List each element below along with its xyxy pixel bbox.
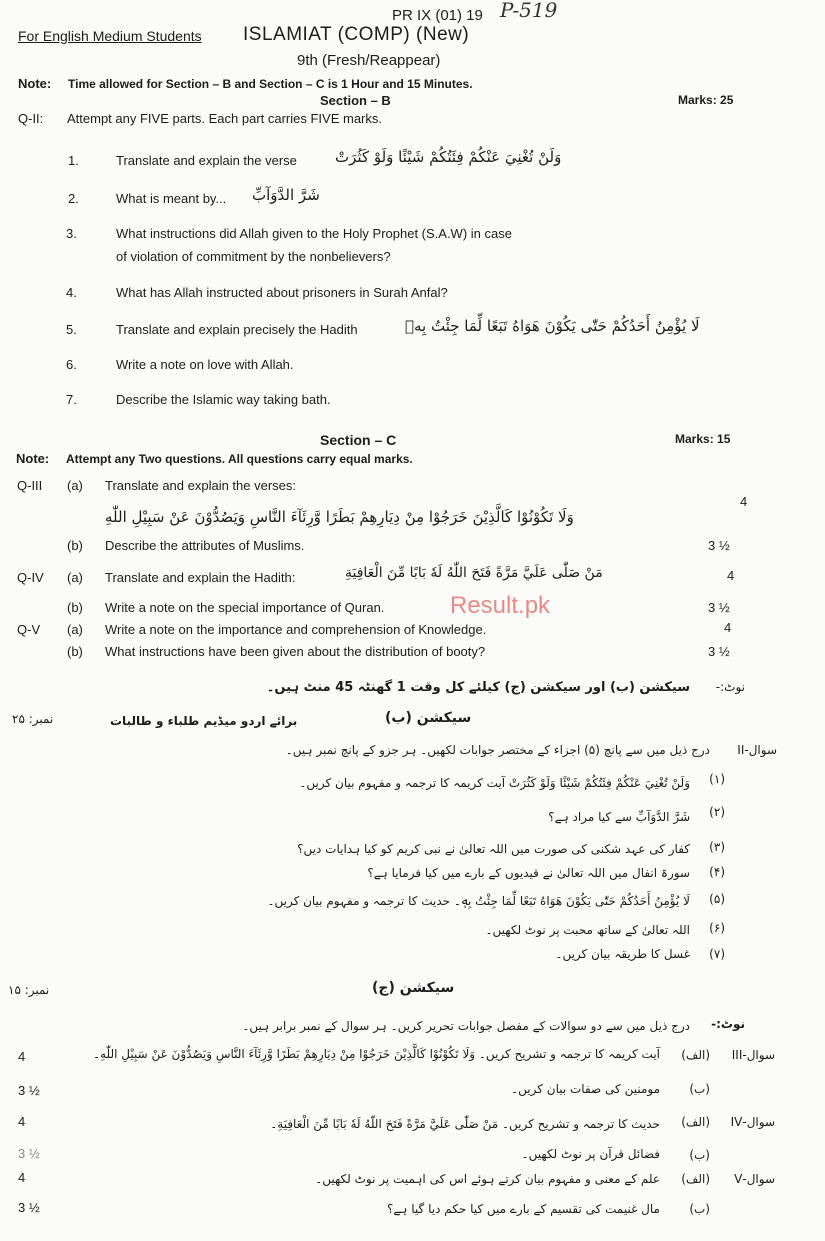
part-text: Write a note on the special importance of Quran. bbox=[105, 600, 385, 615]
urdu-part-label: (ب) bbox=[689, 1148, 710, 1162]
urdu-note-text: سیکشن (ب) اور سیکشن (ج) کیلئے کل وقت 1 گھنٹہ 45 منٹ ہیں۔ bbox=[266, 680, 690, 695]
audience-label: For English Medium Students bbox=[18, 28, 202, 44]
urdu-marks-c: نمبر: ۱۵ bbox=[8, 983, 50, 997]
urdu-part-label: (ب) bbox=[689, 1202, 710, 1216]
urdu-item-number: (۷) bbox=[709, 947, 725, 961]
part-label: (b) bbox=[67, 644, 83, 659]
subject-title: ISLAMIAT (COMP) (New) bbox=[243, 24, 470, 45]
part-marks: 3 ½ bbox=[708, 600, 730, 615]
urdu-part-marks: 4 bbox=[18, 1170, 26, 1185]
item-arabic: وَلَنْ تُغْنِيَ عَنْكُمْ فِئَتُكُمْ شَيْئًا وَلَوْ كَثُرَتْ bbox=[335, 148, 562, 166]
part-arabic: مَنْ صَلّٰى عَلَيَّ مَرَّةً فَتَحَ اللّٰهُ لَهٗ بَابًا مِّنَ الْعَافِيَةِ bbox=[345, 565, 603, 581]
item-text: Describe the Islamic way taking bath. bbox=[116, 392, 331, 407]
part-label: (a) bbox=[67, 622, 83, 637]
urdu-item-number: (۶) bbox=[709, 921, 725, 935]
note-text: Time allowed for Section – B and Section – C is 1 Hour and 15 Minutes. bbox=[68, 77, 473, 91]
urdu-q2-label: سوال-II bbox=[737, 743, 777, 757]
q2-label: Q-II: bbox=[18, 111, 44, 126]
part-text: What instructions have been given about the distribution of booty? bbox=[105, 644, 486, 659]
item-text: Translate and explain precisely the Hadith bbox=[116, 322, 358, 337]
part-marks: 4 bbox=[727, 568, 735, 583]
section-b-title: Section – B bbox=[320, 93, 391, 108]
item-arabic: شَرَّ الدَّوَآبِّ bbox=[252, 186, 320, 204]
urdu-question-label: سوال-III bbox=[731, 1048, 775, 1062]
urdu-item-number: (۵) bbox=[709, 892, 725, 906]
item-number: 2. bbox=[68, 191, 79, 206]
urdu-part-text: آیت کریمہ کا ترجمہ و تشریح کریں۔ وَلَا تَكُوْنُوْا كَالَّذِيْنَ خَرَجُوْا مِنْ دِيَارِهِمْ بَطَرًا وَّرِئَآءَ النَّاسِ وَيَصُدُّوْنَ عَنْ سَبِيْلِ اللّٰهِ۔ bbox=[93, 1047, 660, 1061]
item-number: 7. bbox=[66, 392, 77, 407]
part-marks: 4 bbox=[724, 620, 732, 635]
urdu-part-marks: 4 bbox=[18, 1114, 26, 1129]
part-text: Translate and explain the verses: bbox=[105, 478, 297, 493]
part-text: Describe the attributes of Muslims. bbox=[105, 538, 305, 553]
part-marks: 3 ½ bbox=[708, 538, 730, 553]
item-text: What instructions did Allah given to the Holy Prophet (S.A.W) in case bbox=[116, 226, 512, 241]
item-text: Translate and explain the verse bbox=[116, 153, 297, 168]
item-text: Write a note on love with Allah. bbox=[116, 357, 294, 372]
item-number: 6. bbox=[66, 357, 77, 372]
section-c-note-text: Attempt any Two questions. All questions carry equal marks. bbox=[66, 452, 413, 466]
question-label: Q-IV bbox=[17, 570, 44, 585]
part-label: (a) bbox=[67, 570, 83, 585]
urdu-item-number: (۲) bbox=[709, 805, 725, 819]
urdu-item-number: (۳) bbox=[709, 840, 725, 854]
urdu-part-label: (الف) bbox=[681, 1115, 710, 1129]
section-c-title: Section – C bbox=[320, 432, 397, 448]
class-label: 9th (Fresh/Reappear) bbox=[297, 52, 441, 69]
section-b-marks: Marks: 25 bbox=[678, 93, 734, 107]
urdu-part-text: علم کے معنی و مفہوم بیان کرتے ہوئے اس کی اہمیت پر نوٹ لکھیں۔ bbox=[315, 1172, 660, 1186]
urdu-part-marks: 3 ½ bbox=[18, 1146, 40, 1161]
urdu-note2-text: درج ذیل میں سے دو سوالات کے مفصل جوابات تحریر کریں۔ ہر سوال کے نمبر برابر ہیں۔ bbox=[242, 1019, 690, 1033]
part-text: Write a note on the importance and comprehension of Knowledge. bbox=[105, 622, 487, 637]
urdu-part-marks: 3 ½ bbox=[18, 1083, 40, 1098]
urdu-section-c-title: سیکشن (ج) bbox=[372, 980, 455, 996]
urdu-item-text: غسل کا طریقہ بیان کریں۔ bbox=[555, 947, 690, 961]
urdu-part-label: (ب) bbox=[689, 1082, 710, 1096]
item-number: 3. bbox=[66, 226, 77, 241]
urdu-part-label: (الف) bbox=[681, 1048, 710, 1062]
urdu-item-text: سورۃ انفال میں اللہ تعالیٰ نے قیدیوں کے بارے میں کیا فرمایا ہے؟ bbox=[367, 866, 690, 880]
item-number: 5. bbox=[66, 322, 77, 337]
urdu-item-text: وَلَنْ تُغْنِيَ عَنْكُمْ فِئَتُكُمْ شَيْئًا وَلَوْ كَثُرَتْ آیت کریمہ کا ترجمہ و مفہوم بیان کریں۔ bbox=[299, 776, 690, 790]
paper-code: PR IX (01) 19 bbox=[392, 7, 483, 24]
item-number: 4. bbox=[66, 285, 77, 300]
part-label: (a) bbox=[67, 478, 83, 493]
urdu-audience: برائے اردو میڈیم طلباء و طالبات bbox=[110, 714, 298, 728]
urdu-item-text: اللہ تعالیٰ کے ساتھ محبت پر نوٹ لکھیں۔ bbox=[485, 923, 690, 937]
urdu-note2-label: نوٹ:- bbox=[711, 1017, 745, 1031]
watermark: Result.pk bbox=[450, 592, 551, 619]
urdu-item-text: شَرَّ الدَّوَآبِّ سے کیا مراد ہے؟ bbox=[548, 810, 690, 824]
section-c-note-label: Note: bbox=[16, 451, 50, 466]
part-label: (b) bbox=[67, 538, 83, 553]
question-label: Q-III bbox=[17, 478, 43, 493]
urdu-part-text: مال غنیمت کی تقسیم کے بارے میں کیا حکم دیا گیا ہے؟ bbox=[387, 1202, 660, 1216]
q2-instruction: Attempt any FIVE parts. Each part carries FIVE marks. bbox=[67, 111, 382, 126]
urdu-item-number: (۴) bbox=[709, 865, 725, 879]
urdu-part-label: (الف) bbox=[681, 1172, 710, 1186]
item-arabic: لَا يُؤْمِنُ أَحَدُكُمْ حَتّٰى يَكُوْنَ هَوَاهُ تَبَعًا لِّمَا جِئْتُ بِهٖ bbox=[405, 317, 700, 335]
urdu-item-text: لَا يُؤْمِنُ أَحَدُكُمْ حَتّٰى يَكُوْنَ هَوَاهُ تَبَعًا لِّمَا جِئْتُ بِهٖ۔ حدیث کا ترجمہ و مفہوم بیان کریں۔ bbox=[267, 894, 690, 908]
urdu-note-label: نوٹ:- bbox=[715, 680, 745, 694]
part-label: (b) bbox=[67, 600, 83, 615]
urdu-item-text: کفار کی عہد شکنی کی صورت میں اللہ تعالیٰ نے نبی کریم کو کیا ہدایات دیں؟ bbox=[297, 842, 690, 856]
urdu-question-label: سوال-V bbox=[734, 1172, 775, 1186]
item-text: What has Allah instructed about prisoners in Surah Anfal? bbox=[116, 285, 448, 300]
item-text: What is meant by... bbox=[116, 191, 227, 206]
handwritten-code: P-519 bbox=[500, 0, 558, 22]
urdu-marks-b: نمبر: ۲۵ bbox=[12, 712, 54, 726]
part-text: Translate and explain the Hadith: bbox=[105, 570, 296, 585]
urdu-part-marks: 4 bbox=[18, 1049, 26, 1064]
section-c-marks: Marks: 15 bbox=[675, 432, 731, 446]
note-label: Note: bbox=[18, 76, 52, 91]
urdu-question-label: سوال-IV bbox=[730, 1115, 775, 1129]
urdu-part-text: مومنین کی صفات بیان کریں۔ bbox=[511, 1082, 660, 1096]
urdu-part-marks: 3 ½ bbox=[18, 1200, 40, 1215]
part-marks: 4 bbox=[740, 494, 748, 509]
question-label: Q-V bbox=[17, 622, 41, 637]
urdu-part-text: فضائل قرآن پر نوٹ لکھیں۔ bbox=[521, 1147, 660, 1161]
urdu-item-number: (۱) bbox=[709, 772, 725, 786]
part-marks: 3 ½ bbox=[708, 644, 730, 659]
urdu-part-text: حدیث کا ترجمہ و تشریح کریں۔ مَنْ صَلّٰى عَلَيَّ مَرَّةً فَتَحَ اللّٰهُ لَهٗ بَابًا مِّنَ الْعَافِيَةِ۔ bbox=[270, 1117, 660, 1131]
item-text-line2: of violation of commitment by the nonbelievers? bbox=[116, 249, 391, 264]
urdu-q2-instruction: درج ذیل میں سے پانچ (۵) اجزاء کے مختصر جوابات لکھیں۔ ہر جزو کے پانچ نمبر ہیں۔ bbox=[285, 743, 710, 757]
part-arabic: وَلَا تَكُوْنُوْا كَالَّذِيْنَ خَرَجُوْا مِنْ دِيَارِهِمْ بَطَرًا وَّرِئَآءَ النَّاسِ وَيَصُدُّوْنَ عَنْ سَبِيْلِ اللّٰهِ bbox=[105, 508, 574, 526]
urdu-section-b-title: سیکشن (ب) bbox=[385, 710, 472, 726]
item-number: 1. bbox=[68, 153, 79, 168]
